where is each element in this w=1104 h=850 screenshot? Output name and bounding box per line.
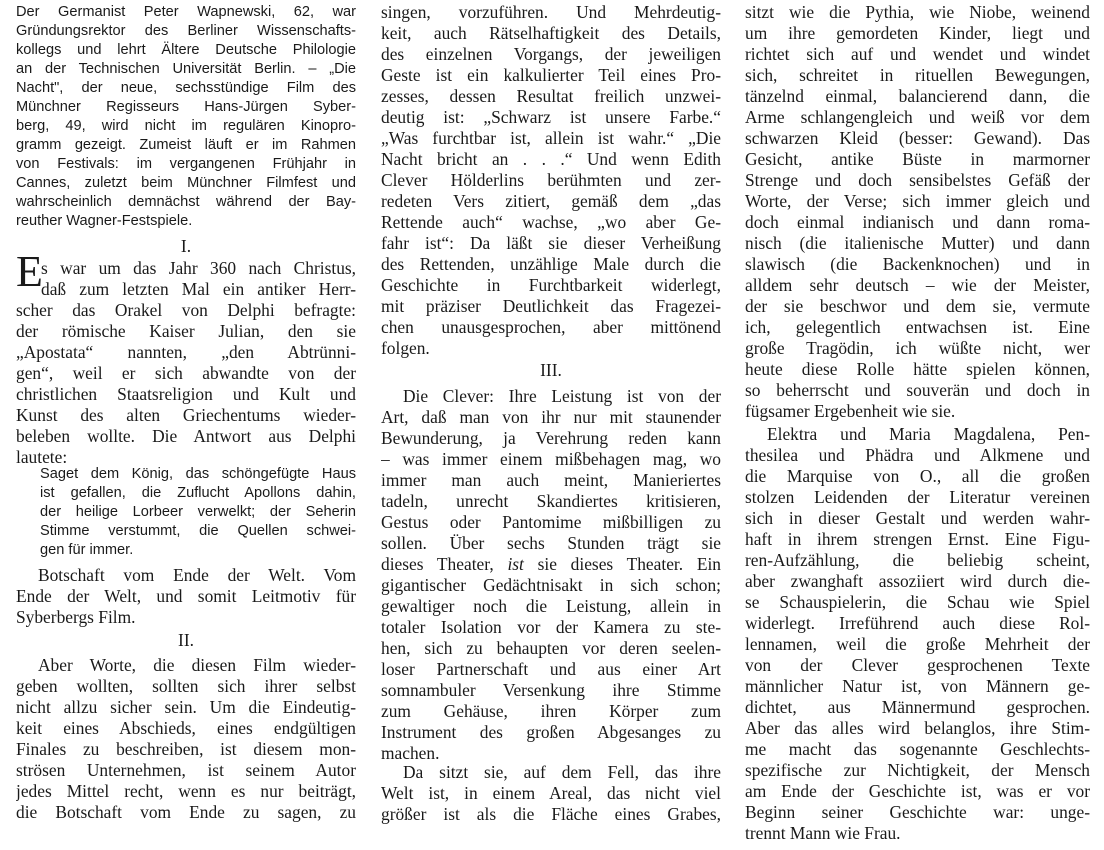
section-3-para2-col3-line: tänzelnd einmal, balancierend dann, die (745, 86, 1090, 106)
section-3-para1-line: tadeln, unrecht Skandiertes kritisieren, (381, 491, 721, 511)
section-3-para2-col3-line: ich, gelegentlich entwachsen ist. Eine (745, 317, 1090, 337)
section-3-para2-col2-line: Da sitzt sie, auf dem Fell, das ihre (403, 762, 721, 782)
section-3-para3-line: Aber das alles wird belanglos, ihre Stim- (745, 718, 1090, 738)
intro-line: reuther Wagner-Festspiele. (16, 213, 193, 229)
section-2-para1-col1-line: keit eines Abschieds, eines endgültigen (16, 718, 356, 738)
section-3-para1-line: totaler Isolation vor der Kamera zu ste- (381, 617, 721, 637)
section-3-para3-line: Beginn seiner Geschichte war: unge- (745, 802, 1090, 822)
section-3-para2-col3-line: Strenge und doch sensibelstes Gefäß der (745, 170, 1090, 190)
section-2-para1-col2-line: singen, vorzuführen. Und Mehrdeutig- (381, 2, 721, 22)
section-3-para2-col2-line: größer ist als die Fläche eines Grabes, (381, 804, 721, 824)
section-1-para1-line: daß zum letzten Mal ein antiker Herr- (41, 279, 356, 299)
section-3-para2-col3-line: große Tragödin, ich wüßte nicht, wer (745, 338, 1090, 358)
section-1-para1-line: lautete: (16, 447, 68, 467)
section-2-para1-col2-line: des Rettenden, unzählige Male durch die (381, 254, 721, 274)
section-1-para1-line: gen“, weil er sich abwandte von der (16, 363, 356, 383)
section-3-para1-line: Gestus oder Pantomime mißbilligen zu (381, 512, 721, 532)
section-3-para3-line: ren-Aufzählung, die beliebig scheint, (745, 550, 1090, 570)
section-2-para1-col1-line: Aber Worte, die diesen Film wieder- (38, 655, 356, 675)
section-2-para1-col2-line: Geschichte in Furchtbarkeit widerlegt, (381, 275, 721, 295)
intro-line: Nacht", der neue, sechsstündige Film des (16, 80, 356, 96)
section-3-para3-line: thesilea und Phädra und Alkmene und (745, 445, 1090, 465)
intro-line: an der Technischen Universität Berlin. – „Die (16, 61, 356, 77)
section-3-para3-line: dichtet, aus Männermund gesprochen. (745, 697, 1090, 717)
section-2-para1-col2-line: deutig ist: „Schwarz ist unsere Farbe.“ (381, 107, 721, 127)
section-3-para3-line: haft in ihrem strengen Ernst. Eine Figu- (745, 529, 1090, 549)
intro-line: berg, 49, wird nicht im regulären Kinopro- (16, 118, 356, 134)
section-3-heading: III. (540, 360, 562, 380)
section-3-para1-line: loser Partnerschaft und aus einer Art (381, 659, 721, 679)
section-2-para1-col1-line: nicht allzu sicher sein. Um die Eindeutig- (16, 697, 356, 717)
section-3-para2-col3-line: alldem sehr deutsch – wie der Meister, (745, 275, 1090, 295)
section-3-para2-col3-line: so beherrscht und souverän und doch in (745, 380, 1090, 400)
section-1-para1-line: beleben wollte. Die Antwort aus Delphi (16, 426, 356, 446)
section-1-heading: I. (180, 236, 192, 256)
intro-line: gramm gezeigt. Zumeist läuft er im Rahmen (16, 137, 356, 153)
section-3-para1-line: zum Gehäuse, ihren Körper zum (381, 701, 721, 721)
section-3-para1-line: Instrument des großen Abgesanges zu (381, 722, 721, 742)
section-3-para3-line: männlicher Natur ist, von Männern ge- (745, 676, 1090, 696)
section-3-para3-line: me macht das sogenannte Geschlechts- (745, 739, 1090, 759)
section-3-para1-line: dieses Theater, ist sie dieses Theater. Ein (381, 554, 721, 574)
section-3-para1-line: Die Clever: Ihre Leistung ist von der (403, 386, 721, 406)
oracle-quote-line: ist gefallen, die Zuflucht Apollons dahin, (40, 485, 356, 501)
section-3-para3-line: trennt Mann wie Frau. (745, 823, 901, 843)
section-1-para1-line: scher das Orakel von Delphi befragte: (16, 300, 356, 320)
section-3-para2-col3-line: Arme schlangengleich und weiß vor dem (745, 107, 1090, 127)
section-3-para1-line: machen. (381, 743, 440, 763)
emphasis: ist (507, 554, 524, 574)
section-3-para3-line: sich in dieser Gestalt und werden wahr- (745, 508, 1090, 528)
section-3-para3-line: stolzen Leidenden der Literatur vereinen (745, 487, 1090, 507)
oracle-quote-line: Saget dem König, das schöngefügte Haus (40, 466, 356, 482)
section-2-para1-col1-line: Finales zu beschreiben, ist diesem mon- (16, 739, 356, 759)
section-2-para1-col2-line: redeten Vers zitiert, gemäß dem „das (381, 191, 721, 211)
section-1-para2-line: Ende der Welt, und somit Leitmotiv für (16, 586, 356, 606)
section-3-para1-line: Bewunderung, ja Verehrung reden kann (381, 428, 721, 448)
section-3-para1-line: gewaltiger noch die Leistung, allein in (381, 596, 721, 616)
section-3-para1-line: somnambuler Versenkung ihre Stimme (381, 680, 721, 700)
section-3-para2-col3-line: sich, schreitet in rituellen Bewegungen, (745, 65, 1090, 85)
section-2-para1-col2-line: folgen. (381, 338, 430, 358)
section-2-para1-col2-line: fahr ist“: Da läßt sie dieser Verheißung (381, 233, 721, 253)
drop-cap: E (16, 247, 43, 296)
intro-line: Münchner Regisseurs Hans-Jürgen Syber- (16, 99, 356, 115)
section-1-para2-line: Botschaft vom Ende der Welt. Vom (38, 565, 356, 585)
section-3-para3-line: aber zwanghaft assoziiert wird durch die- (745, 571, 1090, 591)
intro-line: kollegs und lehrt Ältere Deutsche Philologie (16, 42, 356, 58)
section-1-para2-line: Syberbergs Film. (16, 607, 136, 627)
section-2-para1-col2-line: Rettende auch“ wachse, „wo aber Ge- (381, 212, 721, 232)
intro-line: Cannes, zuletzt beim Münchner Filmfest und (16, 175, 356, 191)
section-3-para2-col3-line: Worte, der Verse; sich immer gleich und (745, 191, 1090, 211)
section-3-para2-col3-line: fügsamer Ergebenheit wie sie. (745, 401, 956, 421)
section-3-para3-line: Elektra und Maria Magdalena, Pen- (767, 424, 1090, 444)
section-2-para1-col2-line: Nacht bricht an . . .“ Und wenn Edith (381, 149, 721, 169)
section-2-para1-col1-line: strösen Unternehmen, ist seinem Autor (16, 760, 356, 780)
section-3-para3-line: lennamen, weil die große Mehrheit der (745, 634, 1090, 654)
section-3-para3-line: die Marquise von O., all die großen (745, 466, 1090, 486)
section-3-para2-col3-line: heute diese Rolle hätte spielen können, (745, 359, 1090, 379)
section-2-para1-col1-line: jedes Mittel recht, wenn es nur beiträgt, (16, 781, 356, 801)
oracle-quote-line: der heilige Lorbeer verwelkt; der Seherin (40, 504, 356, 520)
section-3-para1-line: hen, sich zu behaupten vor deren seelen- (381, 638, 721, 658)
section-2-para1-col1-line: geben wollten, sollten sich ihrer selbst (16, 676, 356, 696)
oracle-quote-line: gen für immer. (40, 542, 134, 558)
section-1-para1-line: Kunst des alten Griechentums wieder- (16, 405, 356, 425)
section-2-heading: II. (178, 630, 194, 650)
section-1-para1-line: „Apostata“ nannten, „den Abtrünni- (16, 342, 356, 362)
section-3-para2-col3-line: richtet sich auf und wendet und windet (745, 44, 1090, 64)
section-3-para1-line: – was immer einem mißbehagen mag, wo (381, 449, 721, 469)
section-3-para2-col3-line: schwarzen Kleid (besser: Gewand). Das (745, 128, 1090, 148)
section-2-para1-col1-line: die Botschaft vom Ende zu sagen, zu (16, 802, 356, 822)
section-2-para1-col2-line: mit präziser Deutlichkeit das Fragezei- (381, 296, 721, 316)
section-3-para2-col3-line: Gesicht, antike Büste in marmorner (745, 149, 1090, 169)
section-3-para1-line: immer man auch meint, Manieriertes (381, 470, 721, 490)
section-2-para1-col2-line: zesses, dessen Resultat freilich unzwei- (381, 86, 721, 106)
section-3-para1-line: Art, daß man von ihr nur mit staunender (381, 407, 721, 427)
section-1-para1-line: christlichen Staatsreligion und Kult und (16, 384, 356, 404)
intro-line: wahrscheinlich demnächst während der Bay- (16, 194, 356, 210)
section-2-para1-col2-line: chen unausgesprochen, aber mittönend (381, 317, 721, 337)
section-3-para2-col3-line: um ihre gemordeten Kinder, liegt und (745, 23, 1090, 43)
section-3-para3-line: am Ende der Geschichte ist, was er vor (745, 781, 1090, 801)
section-3-para2-col3-line: sitzt wie die Pythia, wie Niobe, weinend (745, 2, 1090, 22)
section-3-para2-col3-line: slawisch (die Backenknochen) und in (745, 254, 1090, 274)
section-3-para2-col2-line: Welt ist, in einem Areal, das nicht viel (381, 783, 721, 803)
section-3-para2-col3-line: nisch (die italienische Mutter) und dann (745, 233, 1090, 253)
section-3-para3-line: spezifische zur Nichtigkeit, der Mensch (745, 760, 1090, 780)
section-3-para2-col3-line: der sie beschwor und dem sie, vermute (745, 296, 1090, 316)
oracle-quote-line: Stimme verstummt, die Quellen schwei- (40, 523, 356, 539)
section-3-para3-line: widerlegt. Irreführend auch diese Rol- (745, 613, 1090, 633)
section-2-para1-col2-line: keit, auch Rätselhaftigkeit des Details, (381, 23, 721, 43)
section-3-para3-line: von der Clever gesprochenen Texte (745, 655, 1090, 675)
section-2-para1-col2-line: Geste ist ein kalkulierter Teil eines Pro- (381, 65, 721, 85)
intro-line: von Festivals: im vergangenen Frühjahr in (16, 156, 356, 172)
section-1-para1-line: s war um das Jahr 360 nach Christus, (41, 258, 356, 278)
section-3-para3-line: se Schauspielerin, die Schau wie Spiel (745, 592, 1090, 612)
section-3-para2-col3-line: doch einmal indianisch und dann roma- (745, 212, 1090, 232)
intro-line: Der Germanist Peter Wapnewski, 62, war (16, 4, 356, 20)
intro-line: Gründungsrektor des Berliner Wissenschafts- (16, 23, 356, 39)
section-1-para1-line: der römische Kaiser Julian, den sie (16, 321, 356, 341)
section-3-para1-line: sollen. Über sechs Stunden trägt sie (381, 533, 721, 553)
section-2-para1-col2-line: Clever Hölderlins berühmten und zer- (381, 170, 721, 190)
section-2-para1-col2-line: des einzelnen Vorgangs, der jeweiligen (381, 44, 721, 64)
section-2-para1-col2-line: „Was furchtbar ist, allein ist wahr.“ „Die (381, 128, 721, 148)
section-3-para1-line: gigantischer Gedächtnisakt in sich schon; (381, 575, 721, 595)
